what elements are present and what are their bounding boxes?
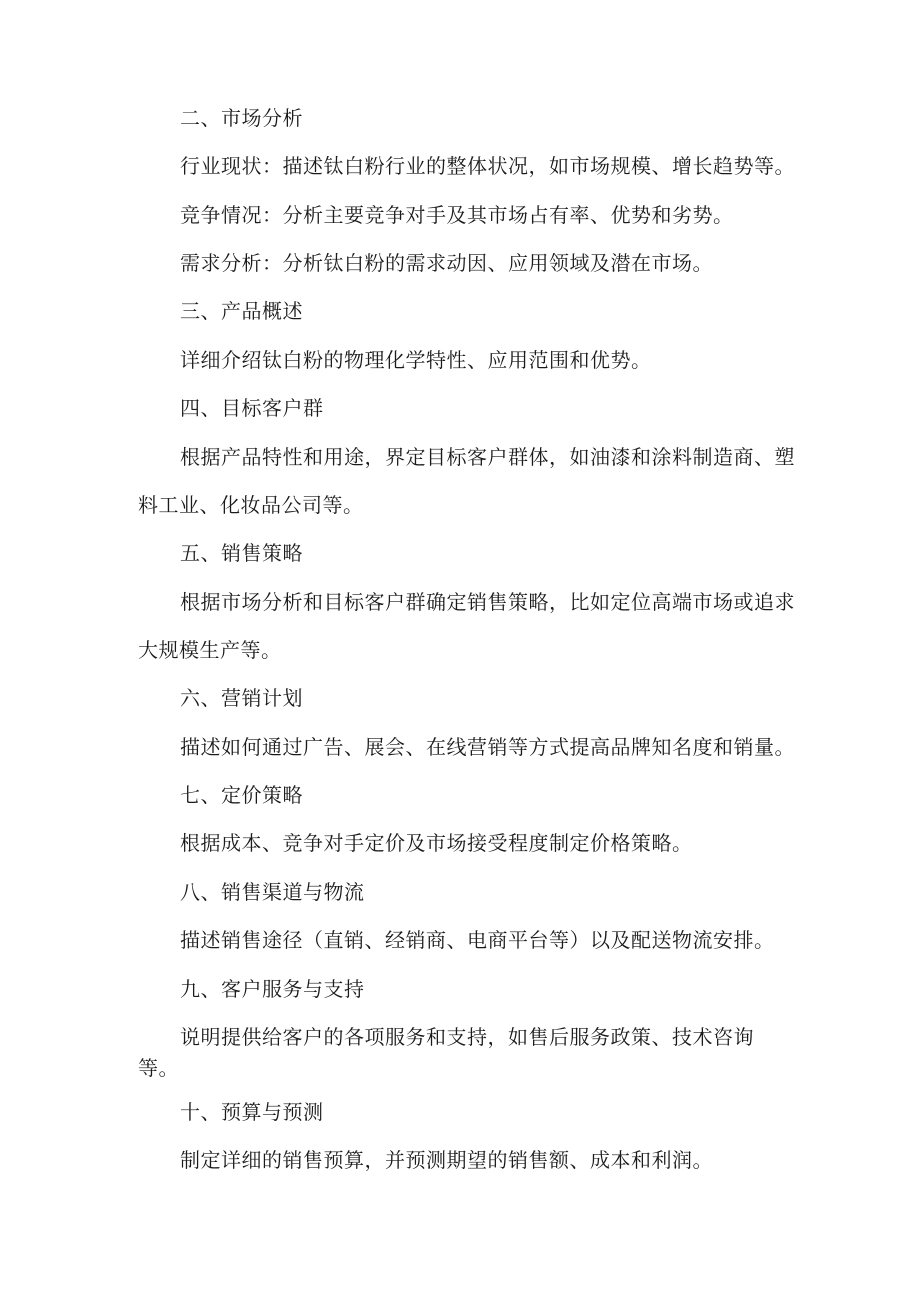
section-heading: 八、销售渠道与物流: [180, 880, 365, 904]
section-heading: 五、销售策略: [180, 541, 303, 565]
paragraph-line: 说明提供给客户的各项服务和支持，如售后服务政策、技术咨询: [180, 1025, 754, 1049]
paragraph: 根据成本、竞争对手定价及市场接受程度制定价格策略。: [180, 831, 693, 855]
paragraph-line: 等。: [138, 1056, 179, 1080]
paragraph-line: 根据市场分析和目标客户群确定销售策略，比如定位高端市场或追求: [180, 590, 795, 614]
paragraph: 制定详细的销售预算，并预测期望的销售额、成本和利润。: [180, 1148, 713, 1172]
paragraph: 描述销售途径（直销、经销商、电商平台等）以及配送物流安排。: [180, 928, 775, 952]
paragraph-line: 料工业、化妆品公司等。: [138, 493, 364, 517]
paragraph: 描述如何通过广告、展会、在线营销等方式提高品牌知名度和销量。: [180, 735, 795, 759]
section-heading: 七、定价策略: [180, 783, 303, 807]
paragraph-line: 根据产品特性和用途，界定目标客户群体，如油漆和涂料制造商、塑: [180, 445, 795, 469]
paragraph: 行业现状：描述钛白粉行业的整体状况，如市场规模、增长趋势等。: [180, 154, 795, 178]
section-heading: 二、市场分析: [180, 106, 303, 130]
paragraph-line: 大规模生产等。: [138, 638, 282, 662]
section-heading: 十、预算与预测: [180, 1100, 324, 1124]
paragraph: 需求分析：分析钛白粉的需求动因、应用领域及潜在市场。: [180, 251, 713, 275]
section-heading: 九、客户服务与支持: [180, 977, 365, 1001]
paragraph: 竞争情况：分析主要竞争对手及其市场占有率、优势和劣势。: [180, 203, 734, 227]
section-heading: 三、产品概述: [180, 299, 303, 323]
section-heading: 六、营销计划: [180, 686, 303, 710]
paragraph: 详细介绍钛白粉的物理化学特性、应用范围和优势。: [180, 348, 652, 372]
section-heading: 四、目标客户群: [180, 396, 324, 420]
